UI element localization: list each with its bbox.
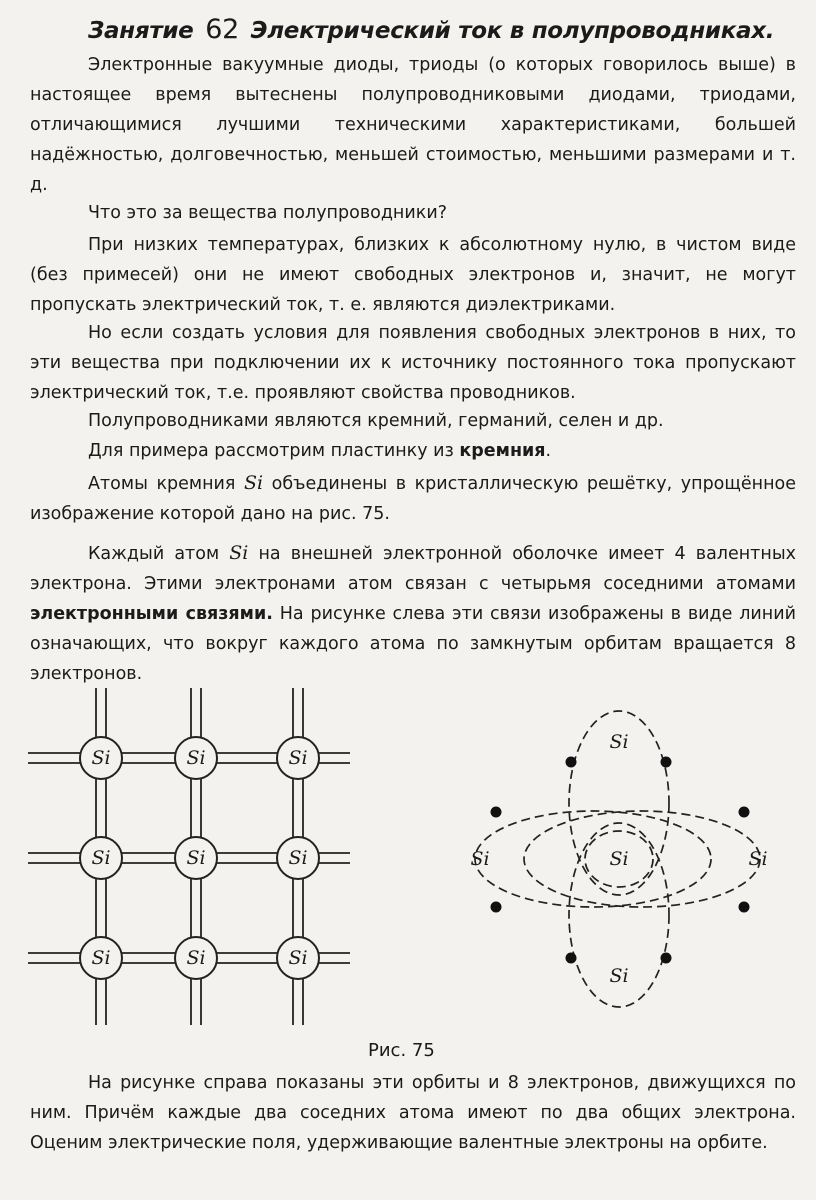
lesson-label: Занятие: [88, 18, 194, 44]
atom-label: Si: [186, 947, 206, 969]
atom-label: Si: [288, 947, 308, 969]
electron-dot: [566, 953, 577, 964]
lesson-title: Электрический ток в полупроводниках.: [250, 18, 775, 44]
atom-label: Si: [91, 747, 111, 769]
atom-label: Si: [91, 847, 111, 869]
atom-label-left: Si: [470, 848, 490, 870]
atom-label-bottom: Si: [609, 965, 629, 987]
atom-label-right: Si: [748, 848, 768, 870]
paragraph-intro: Электронные вакуумные диоды, триоды (о которых говорилось выше) в настоящее время вытеснены полупроводниковыми диодами, триодами, отличающимися лучшими техническими характеристиками, большей надёжностью, долговечностью, меньшей стоимостью, меньшими размерами и т. д.: [30, 55, 796, 195]
paragraph-silicon-plate: [30, 436, 796, 466]
paragraph-conduction: Но если создать условия для появления свободных электронов в них, то эти вещества при подключении их к источнику постоянного тока пропускают электрический ток, т.е. проявляют свойства проводников.: [30, 323, 796, 403]
electron-dot: [739, 807, 750, 818]
electron-dot: [739, 902, 750, 913]
symbol-si: Si: [229, 542, 249, 564]
text-run: объединены в кристаллическую решётку, упрощённое изображение которой дано на рис. 75.: [30, 474, 796, 524]
atom-label-center: Si: [609, 848, 629, 870]
text-run: Атомы кремния: [88, 474, 244, 494]
text-run: .: [545, 441, 552, 461]
text-run: На рисунке слева эти связи изображены в виде линий означающих, что вокруг каждого атома по замкнутым орбитам вращается 8 электронов.: [30, 604, 796, 684]
figure-caption: Рис. 75: [368, 1040, 435, 1061]
atom-label-top: Si: [609, 731, 629, 753]
text-run: Каждый атом: [88, 544, 230, 564]
paragraph-examples: Полупроводниками являются кремний, германий, селен и др.: [88, 411, 664, 431]
symbol-si: Si: [243, 472, 264, 494]
atom-label: Si: [288, 747, 308, 769]
text-run: Для примера рассмотрим пластинку из: [88, 441, 460, 461]
atom-label: Si: [288, 847, 308, 869]
lattice-diagram: [0, 680, 360, 1040]
bold-term-bonds: электронными связями.: [30, 604, 273, 624]
text-run: на внешней электронной оболочке имеет 4 валентных электрона. Этими электронами атом связан с четырьмя соседними атомами: [30, 544, 796, 594]
electron-dot: [491, 807, 502, 818]
paragraph-valence: [30, 538, 796, 689]
paragraph-question: Что это за вещества полупроводники?: [88, 203, 447, 223]
electron-dot: [661, 953, 672, 964]
lesson-number: 62: [205, 14, 239, 45]
lesson-heading: [88, 14, 774, 45]
electron-dot: [566, 757, 577, 768]
atom-label: Si: [186, 747, 206, 769]
paragraph-orbits: На рисунке справа показаны эти орбиты и 8 электронов, движущихся по ним. Причём каждые два соседних атома имеют по два общих электрона. Оценим электрические поля, удерживающие валентные электроны на орбите.: [30, 1073, 796, 1153]
electron-dot: [491, 902, 502, 913]
bold-term-silicon: кремния: [459, 441, 546, 461]
atom-label: Si: [186, 847, 206, 869]
paragraph-lattice: [30, 468, 796, 529]
paragraph-low-temperature: При низких температурах, близких к абсолютному нулю, в чистом виде (без примесей) они не имеют свободных электронов и, значит, не могут пропускать электрический ток, т. е. являются диэлектриками.: [30, 235, 796, 315]
orbit-diagram: [420, 690, 816, 1035]
atom-label: Si: [91, 947, 111, 969]
electron-dot: [661, 757, 672, 768]
